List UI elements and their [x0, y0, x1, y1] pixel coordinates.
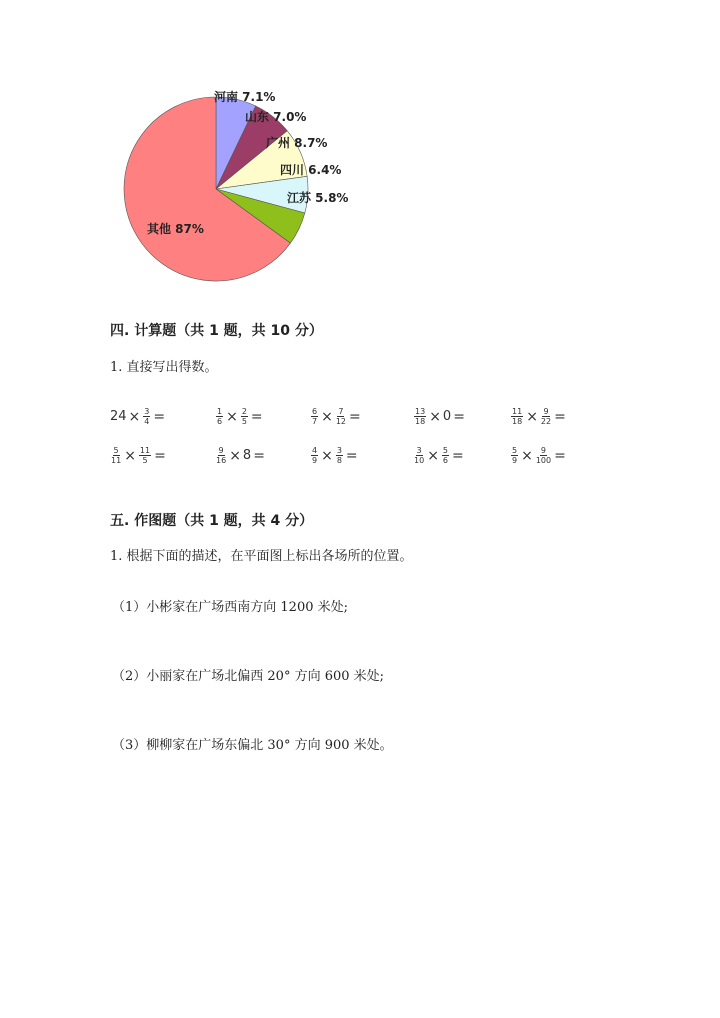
expression: $\frac{5}{11}$ × $\frac{11}{5}$ =: [111, 446, 166, 465]
fraction: $\frac{7}{12}$: [335, 407, 347, 426]
pie-label-1: 山东 7.0%: [245, 110, 307, 124]
fraction: $\frac{2}{5}$: [241, 407, 247, 426]
fraction: $\frac{5}{9}$: [512, 446, 518, 465]
fraction: $\frac{3}{8}$: [336, 446, 342, 465]
fraction: $\frac{6}{7}$: [312, 407, 318, 426]
draw-item-2: （2）小丽家在广场北偏西 20° 方向 600 米处;: [112, 669, 385, 684]
fraction: $\frac{13}{18}$: [415, 407, 426, 426]
pie-label-4: 江苏 5.8%: [287, 191, 349, 205]
fraction: $\frac{5}{6}$: [442, 446, 449, 465]
fraction: $\frac{9}{22}$: [540, 407, 552, 426]
expression: $\frac{11}{18}$ × $\frac{9}{22}$ =: [512, 407, 566, 426]
expression: $\frac{9}{16}$ × 8 =: [216, 446, 265, 465]
expression: $\frac{5}{9}$ × $\frac{9}{100}$ =: [512, 446, 566, 465]
expression: $\frac{3}{10}$ × $\frac{5}{6}$ =: [414, 446, 464, 465]
pie-label-0: 河南 7.1%: [214, 90, 276, 104]
fraction: $\frac{11}{5}$: [139, 446, 151, 465]
fraction: $\frac{11}{18}$: [512, 407, 523, 426]
expression: $\frac{6}{7}$ × $\frac{7}{12}$ =: [312, 407, 361, 426]
draw-item-1: （1）小彬家在广场西南方向 1200 米处;: [112, 600, 348, 615]
fraction: $\frac{5}{11}$: [111, 446, 122, 465]
calc-question: 1. 直接写出得数。: [110, 360, 218, 375]
expression: $\frac{4}{9}$ × $\frac{3}{8}$ =: [312, 446, 358, 465]
section-title-calc: 四. 计算题（共 1 题，共 10 分）: [110, 323, 323, 339]
draw-question: 1. 根据下面的描述，在平面图上标出各场所的位置。: [110, 549, 413, 564]
section-title-draw: 五. 作图题（共 1 题，共 4 分）: [110, 513, 314, 529]
fraction: $\frac{3}{10}$: [414, 446, 425, 465]
fraction: $\frac{4}{9}$: [312, 446, 318, 465]
fraction: $\frac{9}{16}$: [216, 446, 227, 465]
pie-chart: [110, 80, 380, 295]
fraction: $\frac{9}{100}$: [535, 446, 552, 465]
fraction: $\frac{3}{4}$: [144, 407, 150, 426]
pie-label-5: 其他 87%: [147, 222, 204, 236]
expression: $\frac{1}{6}$ × $\frac{2}{5}$ =: [217, 407, 263, 426]
expression: 24 × $\frac{3}{4}$ =: [110, 407, 166, 426]
expression: $\frac{13}{18}$ × 0 =: [415, 407, 465, 426]
draw-item-3: （3）柳柳家在广场东偏北 30° 方向 900 米处。: [112, 738, 393, 753]
fraction: $\frac{1}{6}$: [217, 407, 223, 426]
pie-label-3: 四川 6.4%: [280, 163, 342, 177]
pie-label-2: 广州 8.7%: [266, 136, 328, 150]
